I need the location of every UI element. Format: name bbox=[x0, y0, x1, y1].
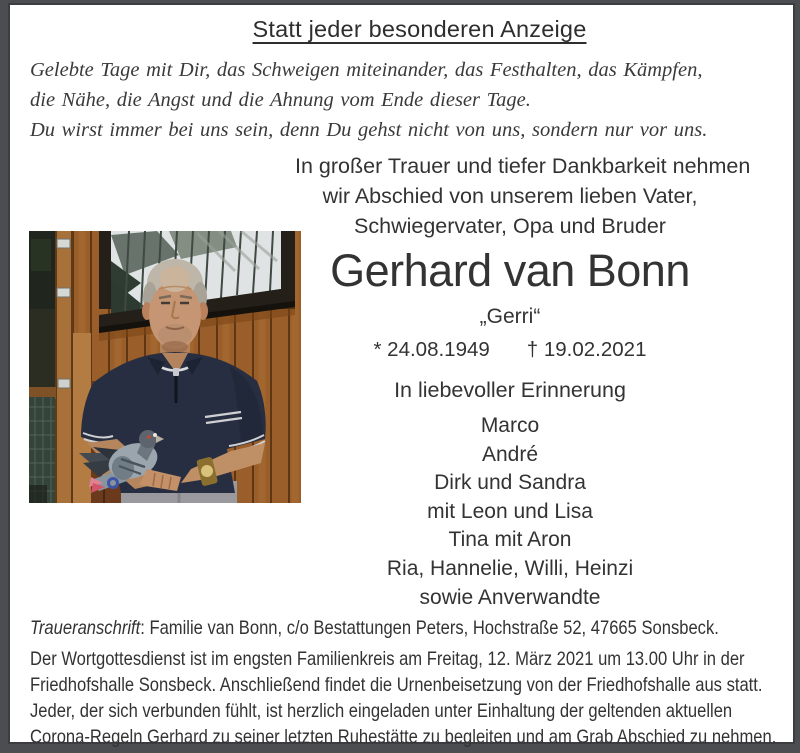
memory-heading: In liebevoller Erinnerung bbox=[394, 378, 626, 402]
mourning-address-text: : Familie van Bonn, c/o Bestattungen Peters, Hochstraße 52, 47665 Sonsbeck. bbox=[140, 617, 719, 639]
service-info-line: Friedhofshalle Sonsbeck. Anschließend findet die Urnenbeisetzung von der Friedhofshalle aus statt. bbox=[30, 673, 763, 696]
mourners-list bbox=[295, 412, 725, 612]
death-date: † 19.02.2021 bbox=[526, 338, 647, 361]
portrait-photo bbox=[29, 231, 301, 503]
announcement-column bbox=[295, 151, 751, 612]
notice-title: Statt jeder besonderen Anzeige bbox=[252, 16, 587, 42]
birth-date: * 24.08.1949 bbox=[373, 338, 490, 361]
mourner-line: Ria, Hannelie, Willi, Heinzi bbox=[386, 556, 634, 580]
mourning-address-label: Traueranschrift bbox=[30, 617, 141, 639]
mourner-line: André bbox=[481, 442, 539, 466]
intro-line: wir Abschied von unserem lieben Vater, bbox=[322, 184, 698, 208]
intro-line: Schwiegervater, Opa und Bruder bbox=[354, 214, 666, 238]
obituary-notice-page bbox=[8, 3, 795, 748]
mourner-line: sowie Anverwandte bbox=[419, 585, 601, 609]
invitation-line: Jeder, der sich verbunden fühlt, ist herzlich eingeladen unter Einhaltung der geltenden aktuellen bbox=[30, 700, 733, 722]
service-info-line: Der Wortgottesdienst ist im engsten Familienkreis am Freitag, 12. März 2021 um 13.00 Uhr in der bbox=[30, 648, 745, 670]
epigraph-line: Du wirst immer bei uns sein, denn Du gehst nicht von uns, sondern nur vor uns. bbox=[30, 119, 708, 141]
invitation-info bbox=[30, 699, 776, 750]
intro-line: In großer Trauer und tiefer Dankbarkeit nehmen bbox=[295, 154, 751, 178]
life-dates bbox=[295, 337, 725, 363]
deceased-name: Gerhard van Bonn bbox=[330, 245, 690, 296]
mourner-line: Marco bbox=[480, 414, 540, 437]
mourner-line: Tina mit Aron bbox=[448, 528, 572, 552]
epigraph-verse bbox=[30, 55, 707, 145]
mourner-line: mit Leon und Lisa bbox=[427, 499, 593, 523]
epigraph-line: Gelebte Tage mit Dir, das Schweigen miteinander, das Festhalten, das Kämpfen, bbox=[30, 59, 703, 81]
deceased-nickname: „Gerri“ bbox=[479, 305, 541, 328]
invitation-line: Corona-Regeln Gerhard zu seiner letzten Ruhestätte zu begleiten und am Grab Abschied zu nehmen. bbox=[30, 725, 777, 748]
mourner-line: Dirk und Sandra bbox=[434, 471, 586, 495]
mourning-address bbox=[30, 616, 719, 641]
zipper-pull bbox=[173, 368, 179, 376]
epigraph-line: die Nähe, die Angst und die Ahnung vom Ende dieser Tage. bbox=[30, 89, 531, 111]
service-info bbox=[30, 647, 763, 698]
notice-header bbox=[10, 16, 793, 43]
portrait-photo-graphic bbox=[29, 231, 301, 503]
